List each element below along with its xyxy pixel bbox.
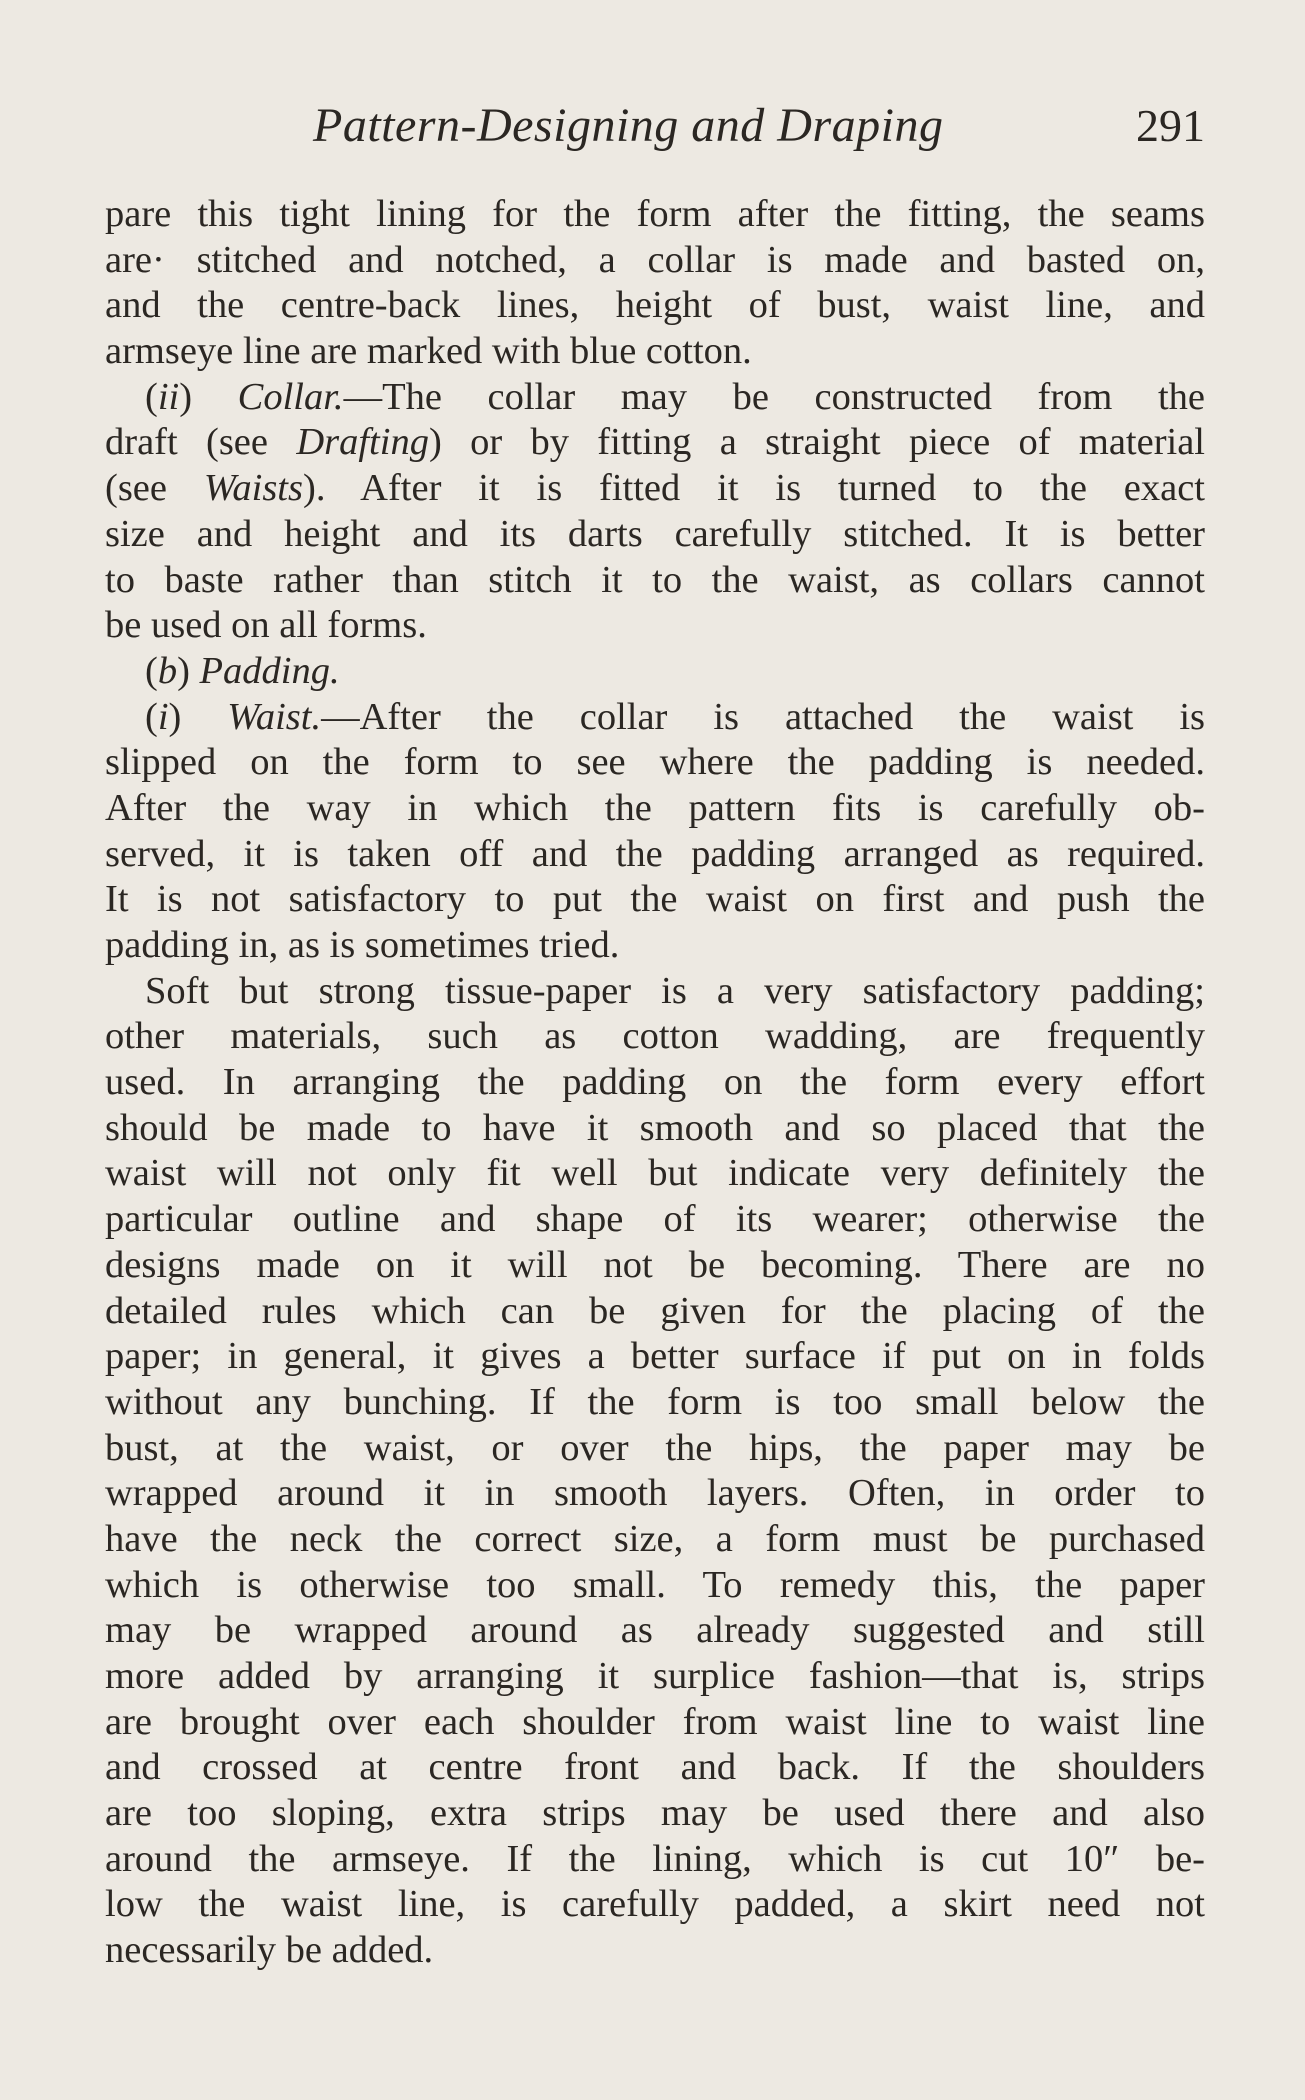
text-line: (see Waists). After it is fitted it is turned to the exact	[105, 467, 1206, 510]
text-line: draft (see Drafting) or by fitting a straight piece of material	[105, 421, 1205, 464]
text-line: size and height and its darts carefully stitched. It is better	[105, 512, 1205, 555]
text-line: and crossed at centre front and back. If the shoulders	[105, 1746, 1205, 1789]
text-line: are· stitched and notched, a collar is made and basted on,	[105, 238, 1205, 281]
text-line: which is otherwise too small. To remedy this, the paper	[105, 1563, 1205, 1606]
text-line: and the centre-back lines, height of bust, waist line, and	[105, 284, 1205, 327]
page-number: 291	[1136, 100, 1205, 151]
text-line: paper; in general, it gives a better surface if put on in folds	[105, 1335, 1205, 1378]
section-heading-padding: (b) Padding.	[145, 649, 340, 692]
running-title: Pattern-Designing and Draping	[313, 99, 944, 152]
text-line: may be wrapped around as already suggested and still	[105, 1609, 1205, 1652]
text-line: padding in, as is sometimes tried.	[105, 924, 620, 966]
text-line: It is not satisfactory to put the waist on first and push the	[105, 878, 1205, 921]
text-line: armseye line are marked with blue cotton.	[105, 330, 752, 373]
text-line: necessarily be added.	[105, 1929, 434, 1972]
text-line: low the waist line, is carefully padded, a skirt need not	[105, 1883, 1205, 1926]
text-line: are too sloping, extra strips may be used there and also	[105, 1792, 1205, 1835]
text-line: without any bunching. If the form is too small below the	[105, 1380, 1205, 1423]
text-line: designs made on it will not be becoming. There are no	[105, 1243, 1205, 1286]
text-line: (ii) Collar.—The collar may be constructed from the	[145, 375, 1205, 418]
body-text	[105, 192, 1205, 1974]
text-line: to baste rather than stitch it to the waist, as collars cannot	[105, 558, 1205, 601]
text-line: wrapped around it in smooth layers. Often, in order to	[105, 1472, 1205, 1515]
page-header	[105, 96, 1205, 156]
text-line: bust, at the waist, or over the hips, the paper may be	[105, 1426, 1205, 1469]
text-line: used. In arranging the padding on the form every effort	[105, 1061, 1205, 1104]
text-line: have the neck the correct size, a form must be purchased	[105, 1517, 1205, 1560]
text-line: slipped on the form to see where the padding is needed.	[105, 741, 1205, 784]
text-line: around the armseye. If the lining, which is cut 10″ be-	[105, 1837, 1205, 1880]
text-line: After the way in which the pattern fits is carefully ob-	[105, 786, 1205, 829]
text-line: other materials, such as cotton wadding, are frequently	[105, 1015, 1205, 1058]
text-line: Soft but strong tissue-paper is a very satisfactory padding;	[145, 969, 1205, 1012]
text-line: are brought over each shoulder from waist line to waist line	[105, 1700, 1205, 1743]
text-line: (i) Waist.—After the collar is attached the waist is	[145, 695, 1205, 738]
text-line: waist will not only fit well but indicate very definitely the	[105, 1152, 1205, 1195]
text-line: pare this tight lining for the form after the fitting, the seams	[105, 193, 1205, 235]
text-line: detailed rules which can be given for the placing of the	[105, 1289, 1205, 1332]
text-line: served, it is taken off and the padding arranged as required.	[105, 832, 1205, 875]
subsection-heading-collar: Collar.	[237, 375, 344, 418]
text-line: more added by arranging it surplice fashion—that is, strips	[105, 1655, 1205, 1697]
text-line: should be made to have it smooth and so placed that the	[105, 1106, 1205, 1149]
text-line: particular outline and shape of its wearer; otherwise the	[105, 1198, 1205, 1241]
subsection-heading-waist: Waist.	[227, 695, 322, 738]
text-line: be used on all forms.	[105, 604, 427, 647]
